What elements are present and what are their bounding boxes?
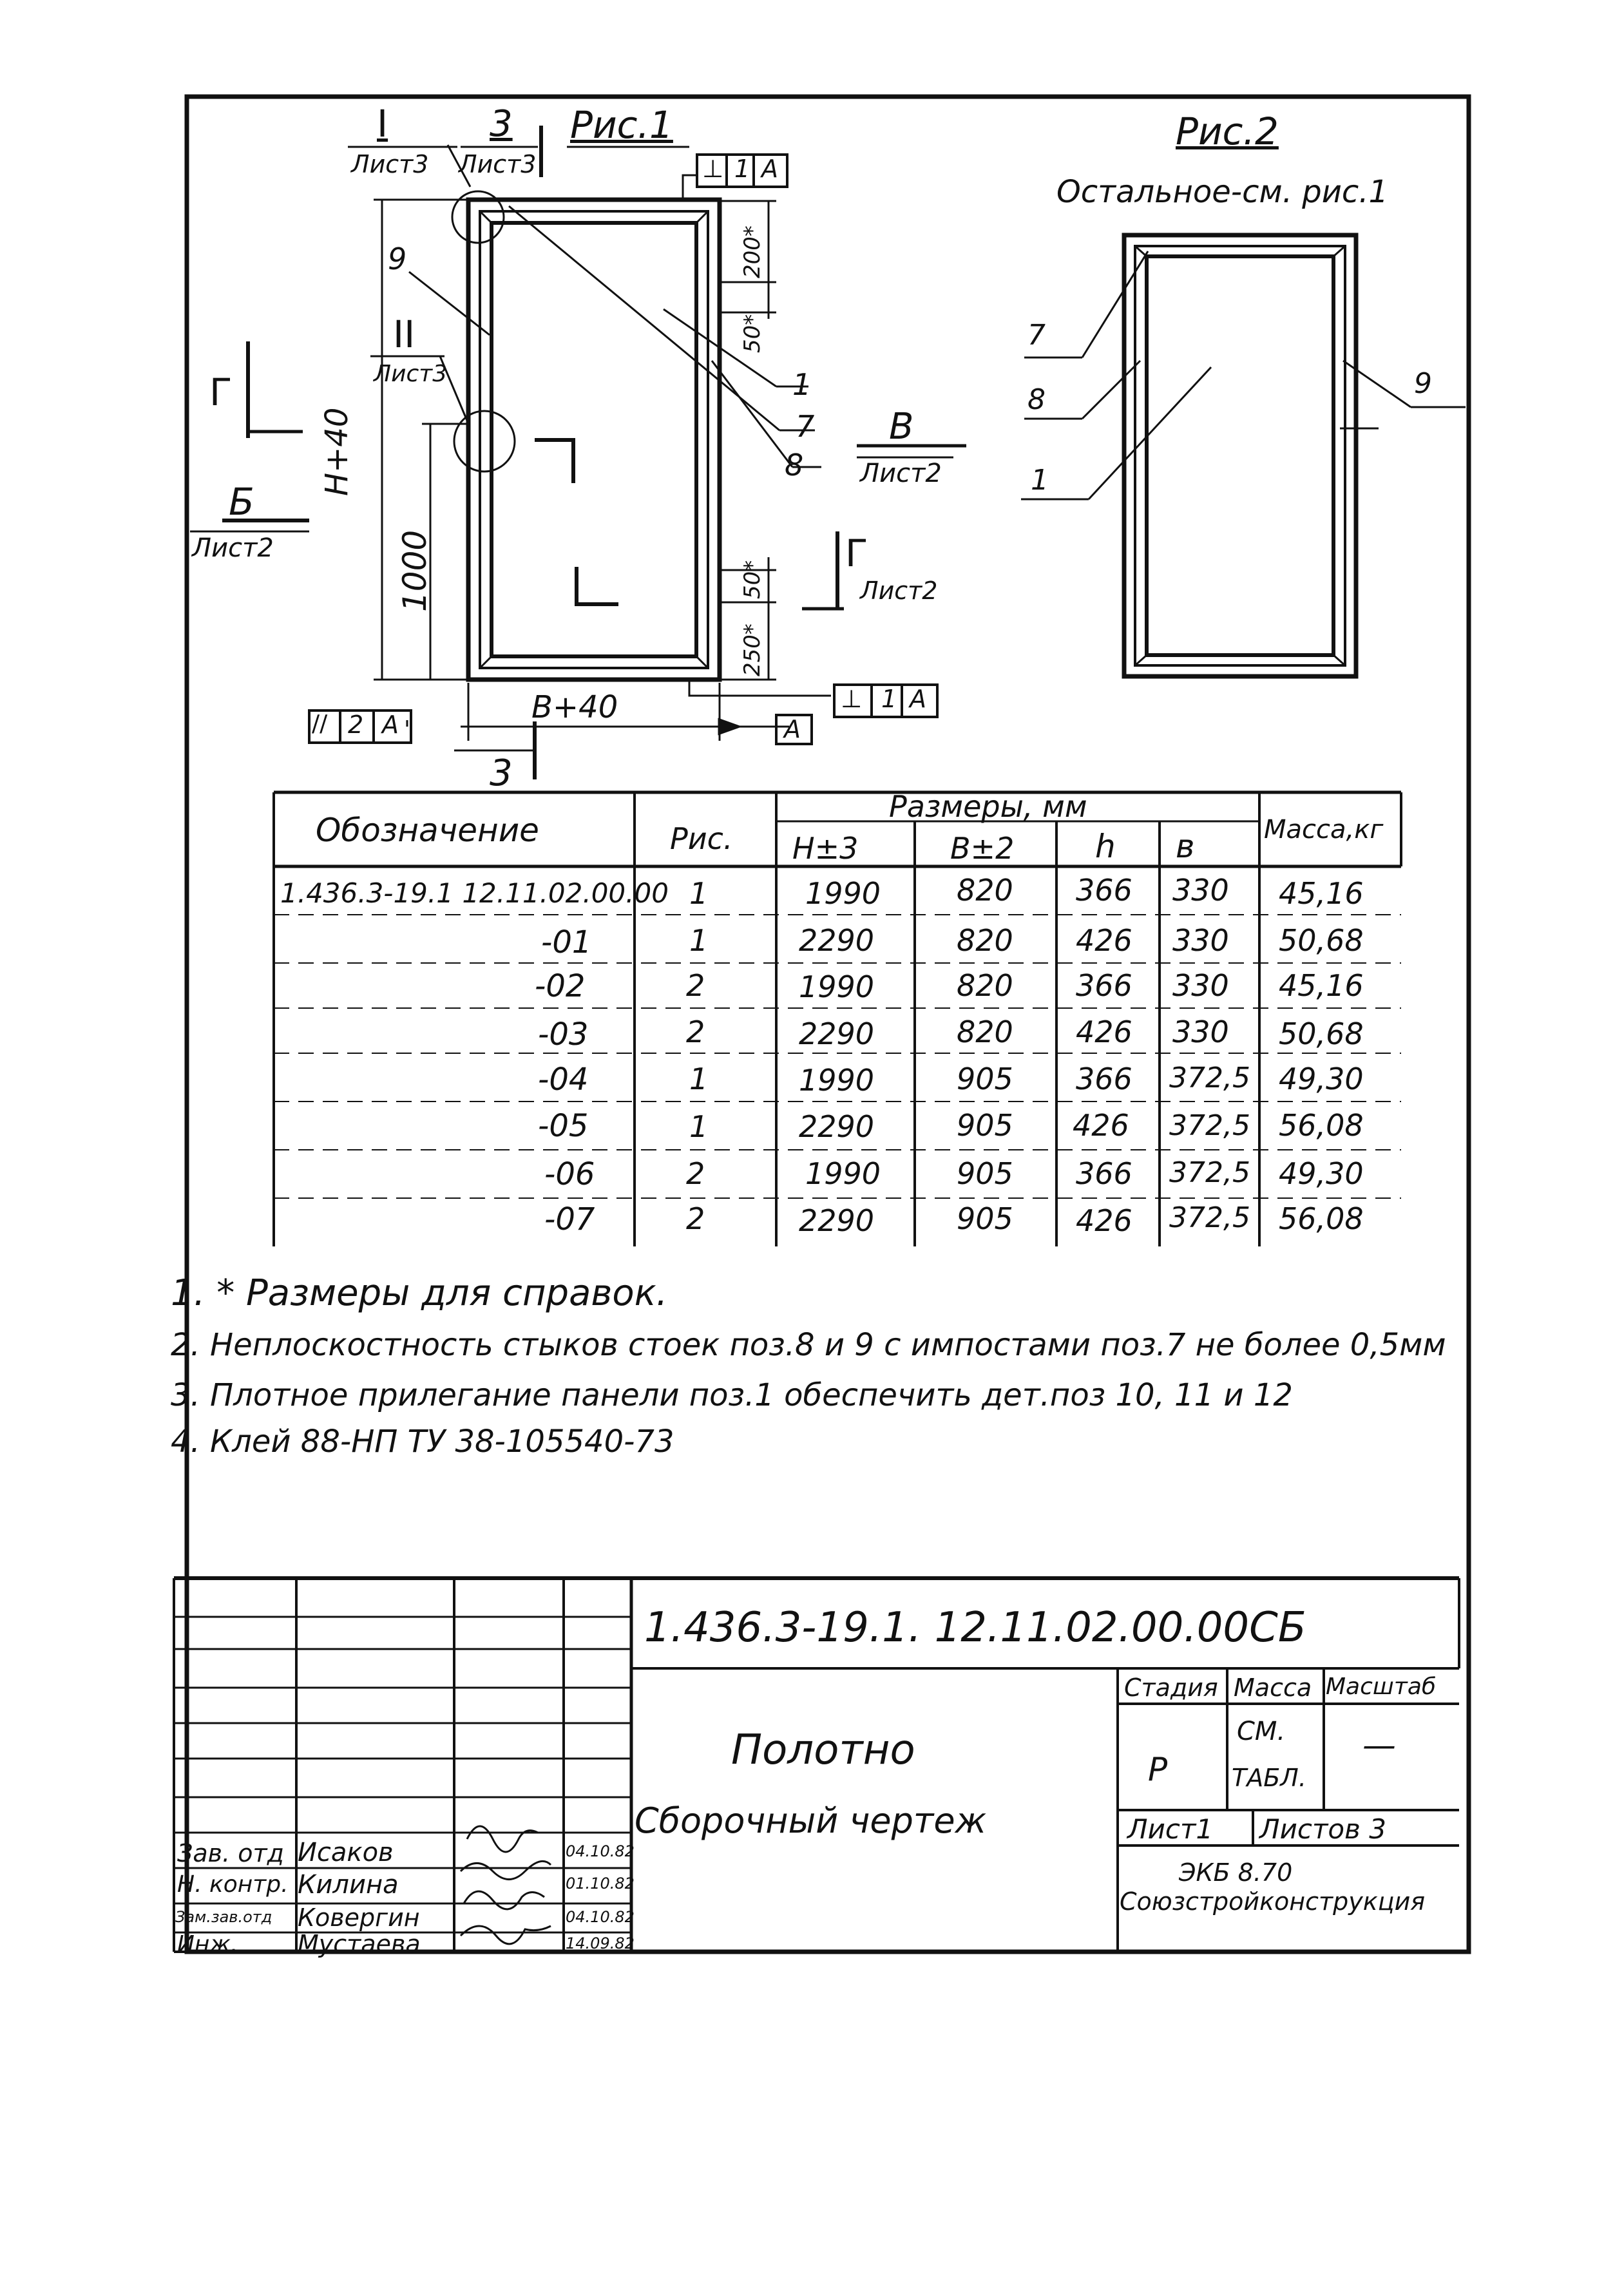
- table-cell-H: 2290: [799, 1203, 875, 1238]
- table-cell-fig: 1: [689, 923, 709, 958]
- tolerance-left-symbol: //: [312, 711, 328, 737]
- mass-value-1: СМ.: [1237, 1717, 1286, 1746]
- fig2-position-9: 9: [1414, 367, 1432, 400]
- section-label-3-bottom: 3: [490, 752, 513, 794]
- table-cell-fig: 2: [686, 1015, 705, 1049]
- fig2-position-1: 1: [1031, 464, 1049, 497]
- table-cell-B: 820: [957, 873, 1013, 908]
- section-label-G-right: Г: [845, 531, 868, 575]
- section-label-V: В: [889, 406, 914, 448]
- table-cell-fig: 1: [689, 1109, 709, 1144]
- table-header-b-small: в: [1176, 828, 1195, 865]
- tolerance-top-symbol: ⊥: [702, 155, 724, 183]
- table-cell-mass: 45,16: [1279, 876, 1364, 911]
- table-cell-designation: -02: [535, 968, 586, 1004]
- section-mark-corner: [535, 440, 573, 483]
- sheets-count: Листов 3: [1259, 1813, 1386, 1845]
- table-cell-fig: 2: [686, 1156, 705, 1191]
- table-header-H: H±3: [792, 831, 859, 866]
- table-header-h-small: h: [1095, 828, 1116, 865]
- table-cell-designation: -04: [538, 1062, 589, 1098]
- table-cell-mass: 49,30: [1279, 1062, 1364, 1096]
- table-cell-designation: -06: [544, 1156, 595, 1192]
- table-cell-B: 820: [957, 1015, 1013, 1049]
- table-cell-H: 2290: [799, 1109, 875, 1144]
- table-cell-mass: 49,30: [1279, 1156, 1364, 1191]
- fig1-door-frame: [468, 200, 720, 680]
- person-role: Зав. отд: [177, 1839, 284, 1867]
- tolerance-top-datum: A: [761, 155, 778, 183]
- table-cell-b: 330: [1172, 1015, 1229, 1049]
- position-8-label: 8: [785, 448, 804, 482]
- organization-code: ЭКБ 8.70: [1179, 1858, 1293, 1887]
- table-cell-mass: 56,08: [1279, 1201, 1364, 1236]
- table-cell-B: 820: [957, 968, 1013, 1003]
- table-cell-fig: 1: [689, 876, 709, 911]
- stage-value: Р: [1148, 1751, 1168, 1788]
- fig2-door-frame: [1124, 235, 1356, 676]
- table-cell-H: 1990: [805, 1156, 881, 1191]
- mass-header: Масса: [1234, 1674, 1312, 1702]
- dimension-50-bottom-label: 50*: [740, 560, 765, 599]
- person-name: Килина: [298, 1870, 399, 1900]
- table-cell-B: 905: [957, 1062, 1013, 1096]
- section-label-3: 3: [490, 103, 513, 145]
- person-role: Инж.: [177, 1931, 238, 1958]
- person-name: Ковергин: [298, 1903, 420, 1932]
- table-header-designation: Обозначение: [316, 812, 539, 849]
- table-cell-b: 330: [1172, 968, 1229, 1003]
- position-7-label: 7: [796, 409, 815, 444]
- table-cell-fig: 2: [686, 968, 705, 1003]
- table-cell-mass: 50,68: [1279, 1016, 1364, 1051]
- table-cell-mass: 50,68: [1279, 923, 1364, 958]
- table-cell-H: 2290: [799, 923, 875, 958]
- table-header-B: B±2: [950, 831, 1015, 866]
- table-cell-b: 372,5: [1169, 1062, 1250, 1094]
- table-cell-h: 426: [1076, 1203, 1132, 1238]
- person-date: 14.09.82: [566, 1934, 635, 1952]
- table-cell-B: 905: [957, 1108, 1013, 1143]
- table-cell-B: 905: [957, 1201, 1013, 1236]
- dimension-200-label: 200*: [740, 225, 765, 278]
- note-2: 2. Неплоскостность стыков стоек поз.8 и 9 с импостами поз.7 не более 0,5мм: [171, 1327, 1446, 1363]
- fig1-title: Рис.1: [570, 103, 673, 147]
- table-cell-H: 1990: [805, 876, 881, 911]
- note-3: 3. Плотное прилегание панели поз.1 обеспечить дет.поз 10, 11 и 12: [171, 1377, 1293, 1413]
- fig2-subtitle: Остальное-см. рис.1: [1056, 174, 1389, 210]
- table-cell-B: 820: [957, 923, 1013, 958]
- person-date: 04.10.82: [566, 1842, 635, 1860]
- table-header-dims: Размеры, мм: [889, 789, 1087, 824]
- signature-scribbles: [461, 1826, 551, 1944]
- dimension-width-label: B+40: [531, 689, 618, 725]
- organization-name: Союзстройконструкция: [1120, 1887, 1426, 1916]
- table-cell-b: 372,5: [1169, 1156, 1250, 1189]
- table-cell-h: 426: [1076, 923, 1132, 958]
- table-cell-h: 366: [1076, 1156, 1132, 1191]
- section-sheet-3: Лист3: [459, 150, 537, 178]
- tolerance-left-datum: A: [382, 711, 399, 739]
- dimension-height-label: H+40: [319, 407, 355, 496]
- dimension-50-top-label: 50*: [740, 314, 765, 353]
- person-role: Н. контр.: [177, 1871, 289, 1898]
- product-name: Полотно: [731, 1726, 915, 1774]
- person-name: Мустаева: [298, 1930, 421, 1958]
- table-cell-b: 372,5: [1169, 1201, 1250, 1234]
- position-9-label: 9: [388, 242, 407, 276]
- fig2-position-7: 7: [1027, 319, 1046, 352]
- datum-label: A: [784, 715, 801, 743]
- table-cell-fig: 1: [689, 1062, 709, 1096]
- tolerance-left-value: 2: [348, 711, 364, 739]
- person-date: 01.10.82: [566, 1874, 635, 1893]
- sheet-number: Лист1: [1127, 1813, 1214, 1845]
- fig2-title: Рис.2: [1176, 110, 1279, 153]
- dimension-250-label: 250*: [740, 624, 765, 676]
- person-date: 04.10.82: [566, 1908, 635, 1926]
- section-sheet-V: Лист2: [860, 459, 942, 488]
- table-cell-mass: 45,16: [1279, 968, 1364, 1003]
- table-header-mass: Масса,кг: [1264, 815, 1384, 844]
- table-cell-fig: 2: [686, 1201, 705, 1236]
- table-cell-h: 426: [1076, 1015, 1132, 1049]
- stage-header: Стадия: [1124, 1674, 1218, 1702]
- tolerance-bottom-datum: A: [910, 685, 926, 713]
- table-cell-designation: -07: [544, 1201, 595, 1237]
- table-cell-h: 366: [1076, 1062, 1132, 1096]
- table-header-fig: Рис.: [670, 821, 733, 856]
- scale-value: —: [1362, 1726, 1396, 1765]
- section-sheet-G-right: Лист2: [860, 577, 938, 605]
- document-code: 1.436.3-19.1. 12.11.02.00.00СБ: [644, 1604, 1306, 1652]
- scale-header: Масштаб: [1326, 1674, 1437, 1700]
- note-4: 4. Клей 88-НП ТУ 38-105540-73: [171, 1424, 674, 1460]
- table-cell-designation: -03: [538, 1016, 589, 1053]
- section-sheet-I: Лист3: [351, 150, 429, 178]
- table-cell-H: 2290: [799, 1016, 875, 1051]
- section-sheet-B: Лист2: [192, 533, 274, 563]
- person-name: Исаков: [298, 1838, 394, 1867]
- position-1-label: 1: [792, 367, 812, 402]
- table-cell-B: 905: [957, 1156, 1013, 1191]
- table-cell-b: 330: [1172, 923, 1229, 958]
- section-mark-corner: [577, 567, 618, 604]
- table-cell-mass: 56,08: [1279, 1108, 1364, 1143]
- person-role: Зам.зав.отд: [175, 1908, 272, 1926]
- table-cell-designation: -05: [538, 1108, 589, 1144]
- table-cell-b: 330: [1172, 873, 1229, 908]
- section-sheet-II: Лист3: [374, 361, 448, 387]
- table-cell-b: 372,5: [1169, 1109, 1250, 1142]
- table-cell-h: 426: [1073, 1108, 1129, 1143]
- mass-value-2: ТАБЛ.: [1232, 1764, 1306, 1792]
- section-label-II: II: [393, 312, 416, 356]
- table-cell-designation: 1.436.3-19.1 12.11.02.00.00: [280, 877, 669, 909]
- tolerance-top-value: 1: [734, 155, 750, 183]
- tolerance-bottom-value: 1: [881, 685, 897, 713]
- dimension-1000-label: 1000: [396, 529, 434, 612]
- note-1: 1. * Размеры для справок.: [171, 1272, 668, 1314]
- detail-circle-II: [454, 411, 515, 472]
- table-cell-h: 366: [1076, 873, 1132, 908]
- tolerance-bottom-symbol: ⊥: [841, 685, 863, 713]
- section-label-I: I: [377, 102, 388, 146]
- table-cell-h: 366: [1076, 968, 1132, 1003]
- fig2-position-8: 8: [1027, 383, 1046, 416]
- document-type: Сборочный чертеж: [635, 1800, 987, 1841]
- table-cell-H: 1990: [799, 1063, 875, 1098]
- section-label-G-left: Г: [209, 370, 233, 414]
- table-cell-H: 1990: [799, 969, 875, 1004]
- section-label-B: Б: [229, 480, 254, 524]
- table-cell-designation: -01: [541, 924, 592, 960]
